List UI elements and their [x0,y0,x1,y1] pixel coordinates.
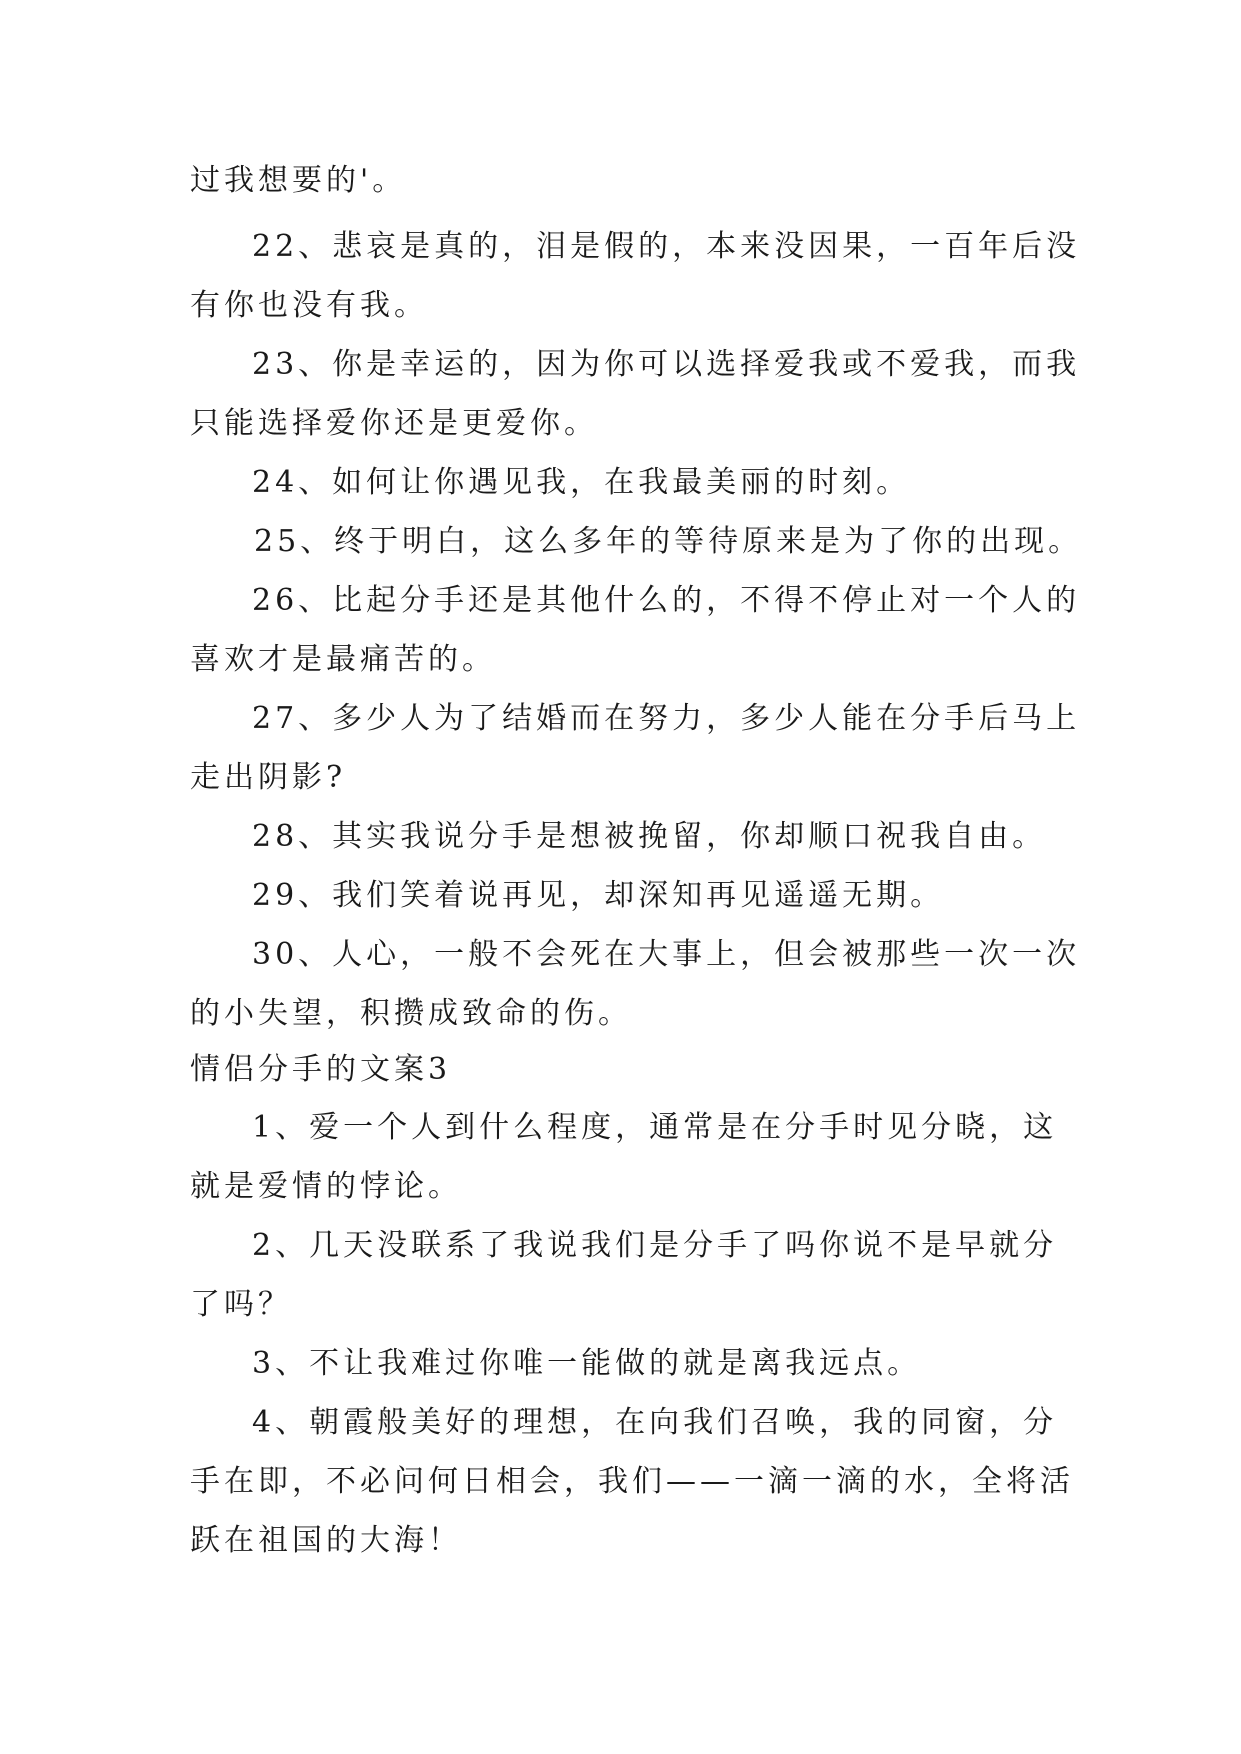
text-line: 29、我们笑着说再见，却深知再见遥遥无期。 [252,878,945,913]
text-line: 只能选择爱你还是更爱你。 [190,406,598,441]
text-line: 就是爱情的悖论。 [190,1169,462,1204]
text-line: 27、多少人为了结婚而在努力，多少人能在分手后马上 [252,701,1081,736]
text-line: 1、爱一个人到什么程度，通常是在分手时见分晓，这 [252,1110,1058,1145]
text-line: 3、不让我难过你唯一能做的就是离我远点。 [252,1346,922,1381]
text-line: 走出阴影? [190,760,347,795]
text-line: 25、终于明白，这么多年的等待原来是为了你的出现。 [254,524,1083,559]
text-line: 28、其实我说分手是想被挽留，你却顺口祝我自由。 [252,819,1047,854]
text-line: 2、几天没联系了我说我们是分手了吗你说不是早就分 [252,1228,1058,1263]
text-line: 跃在祖国的大海！ [190,1523,462,1558]
text-line: 22、悲哀是真的，泪是假的，本来没因果，一百年后没 [252,229,1081,264]
text-line: 有你也没有我。 [190,288,428,323]
text-line: 26、比起分手还是其他什么的，不得不停止对一个人的 [252,583,1081,618]
text-line: 30、人心，一般不会死在大事上，但会被那些一次一次 [252,937,1081,972]
text-line: 23、你是幸运的，因为你可以选择爱我或不爱我，而我 [252,347,1081,382]
text-line: 了吗？ [190,1287,292,1322]
text-line: 喜欢才是最痛苦的。 [190,642,496,677]
text-line: 4、朝霞般美好的理想，在向我们召唤，我的同窗，分 [252,1405,1058,1440]
text-line: 的小失望，积攒成致命的伤。 [190,996,632,1031]
text-line: 过我想要的'。 [190,163,407,198]
text-line: 24、如何让你遇见我，在我最美丽的时刻。 [252,465,911,500]
section-heading: 情侣分手的文案3 [190,1052,452,1087]
text-line: 手在即，不必问何日相会，我们——一滴一滴的水，全将活 [190,1464,1074,1499]
